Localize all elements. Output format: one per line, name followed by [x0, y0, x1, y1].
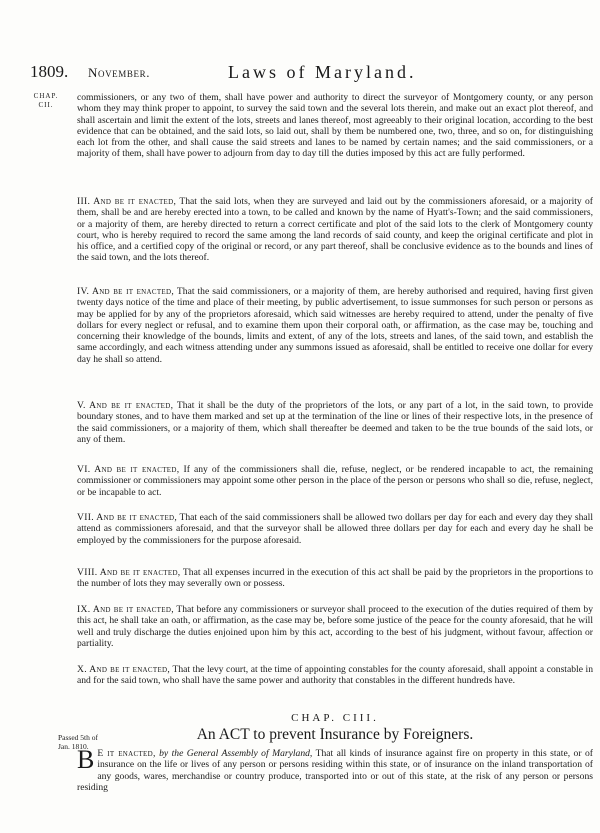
act-opening-paragraph — [77, 745, 593, 793]
section-lead: VIII. And be it enacted, — [77, 567, 181, 578]
section-vi — [77, 464, 593, 498]
drop-cap-letter: B — [77, 745, 95, 774]
margin-chapter-note — [32, 92, 60, 110]
section-vii — [77, 512, 593, 546]
chapter-heading: CHAP. CIII. — [291, 712, 379, 724]
paragraph-text: That the said commissioners, or a majority of them, are hereby authorised and required, having first given twenty days notice of the time and place of their meeting, by public advertisement, to issue summonses for such person or persons as may be applied for by any of the proprietors aforesaid, which said witnesses are hereby required to attend, under the penalty of five dollars for every neglect or refusal, and to examine them upon their corporal oath, or affirmation, as the case may be, touching and concerning their knowledge of the bounds, limits and extent, of any of the lots, streets and lanes, of the said town, and establish the same accordingly, and each witness attending under any summons issued as aforesaid, shall be entitled to receive one dollar for every day he shall so attend. — [77, 286, 593, 365]
header-year: 1809. — [30, 62, 69, 81]
passed-date-note: Passed 5th of Jan. 1810. — [58, 733, 98, 751]
paragraph-text: That it shall be the duty of the proprietors of the lots, or any part of a lot, in the said town, to provide boundary stones, and to have them marked and set up at the termination of the line or lines of their respective lots, in the presence of the said commissioners, or a majority of them, which shall thereafter be deemed and taken to be the true bounds of the said lots, or any of them. — [77, 400, 593, 445]
paragraph-text: If any of the commissioners shall die, refuse, neglect, or be rendered incapable to act, the remaining commissioner or commissioners may appoint some other person in the place of the person or persons who shall so die, refuse, neglect, or be incapable to act. — [77, 464, 594, 498]
act-title: An ACT to prevent Insurance by Foreigners. — [196, 726, 474, 743]
header-title: Laws of Maryland. — [228, 62, 417, 82]
header-month: November. — [88, 65, 151, 80]
section-lead: X. And be it enacted, — [77, 664, 171, 675]
enacting-authority: by the General Assembly of Maryland, — [159, 748, 313, 759]
section-lead: VI. And be it enacted, — [77, 464, 180, 475]
section-iii — [77, 196, 593, 264]
section-v — [77, 400, 593, 445]
paragraph-text: That all expenses incurred in the execution of this act shall be paid by the proprietors in the proportions to the number of lots they may severally own or possess. — [77, 567, 594, 590]
section-viii — [77, 567, 593, 590]
section-x — [77, 664, 593, 687]
section-lead: IV. And be it enacted, — [77, 286, 175, 297]
margin-chap-number: CII. — [38, 101, 54, 109]
paragraph-text: That before any commissioners or surveyor shall proceed to the execution of the duties required of them by this act, he shall take an oath, or affirmation, as the case may be, before some justice of the peace for the county aforesaid, that he will well and truly discharge the duties enjoined upon him by this act, according to the best of his judgment, without favour, affection or partiality. — [77, 604, 593, 649]
section-lead: VII. And be it enacted, — [77, 512, 178, 523]
paragraph-continuation — [77, 92, 593, 160]
section-lead: IX. And be it enacted, — [77, 604, 174, 615]
section-lead: V. And be it enacted, — [77, 400, 174, 411]
margin-chap-label: CHAP. — [33, 92, 59, 100]
section-lead: III. And be it enacted, — [77, 196, 177, 207]
paragraph-text: That the said lots, when they are surveyed and laid out by the commissioners aforesaid, or a majority of them, shall be and are hereby erected into a town, to be called and known by the name of Hyatt's-Town; and the said commissioners, or a majority of them, are hereby directed to return a correct certificate and plot of the said lots to the clerk of Montgomery county court, who is hereby required to record the same among the land records of said county, and keep the original certificate and plot in his office, and a certified copy of the original or record, or any part thereof, shall be conclusive evidence as to the bounds and lines of the said town, and the lots thereof. — [77, 196, 593, 264]
page-header — [30, 62, 580, 84]
enacting-clause: E it enacted, — [97, 748, 156, 759]
section-iv — [77, 286, 593, 365]
paragraph-text: That the levy court, at the time of appointing constables for the county aforesaid, shall appoint a constable in and for the said town, who shall have the same power and authority that constables in the different hundreds have. — [77, 664, 593, 687]
section-ix — [77, 604, 593, 649]
paragraph-text: That each of the said commissioners shall be allowed two dollars per day for each and every day they shall attend as commissioners aforesaid, and that the surveyor shall be allowed three dollars per day for each and every day he shall be employed by the commissioners for the purpose aforesaid. — [77, 512, 593, 546]
paragraph-text: commissioners, or any two of them, shall have power and authority to direct the surveyor of Montgomery county, or any person whom they may think proper to appoint, to survey the said town and the several lots therein, and make out an exact plot thereof, and shall ascertain and limit the extent of the lots, streets and lanes thereof, most agreeably to their original location, according to the best evidence that can be obtained, and the said lots, so laid out, shall by them be numbered one, two, three, and so on, for distinguishing each lot from the other, and shall cause the said streets and lanes to be named by certain names; and the said commissioners, or a majority of them, shall have power to adjourn from day to day till the duties imposed by this act are fully performed. — [77, 92, 593, 160]
paragraph-text: That all kinds of insurance against fire on property in this state, or of insurance on the life or lives of any person or persons residing within this state, or of insurance on the inland transportation of any goods, wares, merchandise or country produce, transported into or out of this state, at the risk of any person or persons residing — [77, 748, 593, 793]
